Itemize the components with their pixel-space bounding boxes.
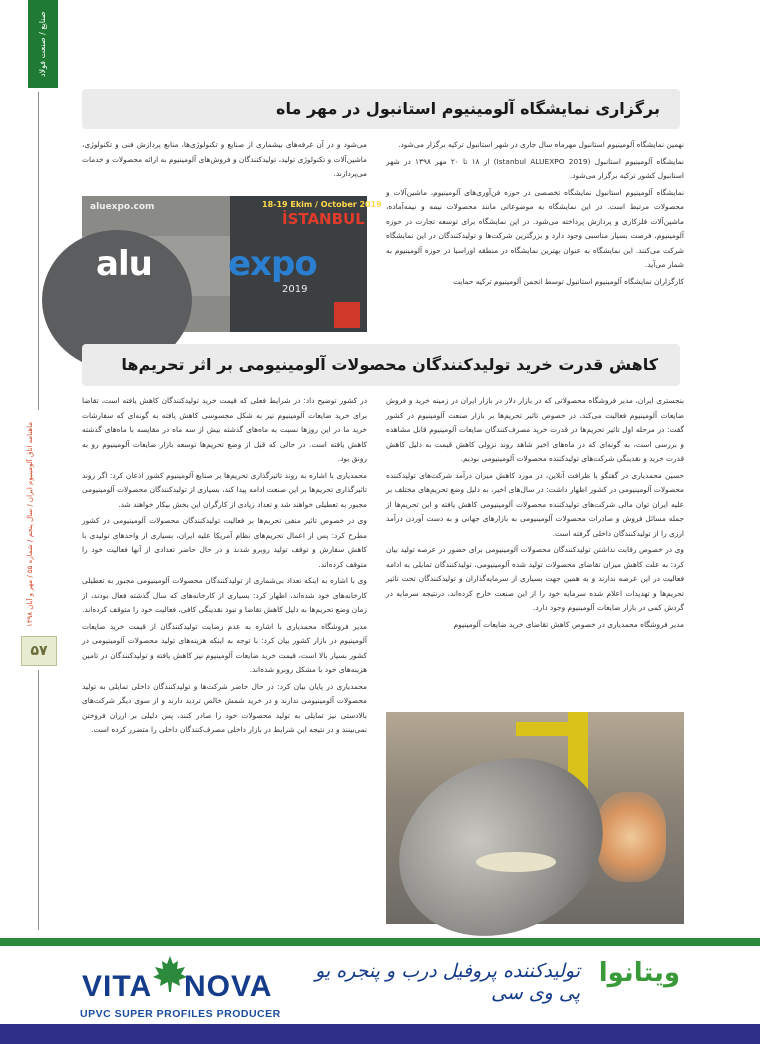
brand-name-fa: ویتانوا xyxy=(598,958,680,988)
article-2-headline xyxy=(82,344,680,386)
paragraph: محمدیاری با اشاره به روند تاثیرگذاری تحریم‌ها بر صنایع آلومینیوم کشور اذعان کرد: اگر روند تاثیرگذاری تحریم‌ها بر این صنعت ادامه پیدا کند، بسیاری از تولیدکنندگان محصولات آلومینیومی مجبور به تعطیلی خواهند شد و تعداد زیادی از کارگران این بخش بیکار خواهند شد. xyxy=(82,470,367,509)
article-1-column-right xyxy=(386,138,684,334)
paragraph: نمایشگاه آلومینیوم استانبول نمایشگاه تخصصی در حوزه فن‌آوری‌های آلومینیوم، ماشین‌آلات و محصولات مرتبط است. در این نمایشگاه به موضوعاتی مانند محصولات نیمه و نیمه‌آماده، ماشین‌آلات فلزکاری و پردازش پرداخته می‌شود. در این نمایشگاه برای توسعه تجارت در حوزه آلومینیوم، فرصت بسیار مناسبی وجود دارد و بزرگترین شرکت‌ها و تولیدکنندگان در این نمایشگاه شرکت می‌کنند. این نمایشگاه به عنوان بهترین نمایشگاه در منطقه اوراسیا در حوزه آلومینیوم به شمار می‌آید. xyxy=(386,187,684,269)
margin-rule-top xyxy=(38,92,39,410)
paragraph: حسین محمدیاری در گفتگو با ظرافت آنلاین، در مورد کاهش میزان درآمد شرکت‌های تولیدکننده محصولات آلومینیومی در کشور اظهار داشت: در سال‌های اخیر، به دلیل وضع تحریم‌های مختلف بر علیه ایران توان مالی شرکت‌های تولیدکننده محصولات آلومینیومی کاهش یافته و این تحریم‌ها از جمله مسائل فروش و صادرات محصولات آلومینیومی به بازارهای جهانی و به دست آوردن درآمد ارزی را از تولیدکنندگان داخلی گرفته است. xyxy=(386,470,684,538)
paragraph: وی در خصوص تاثیر منفی تحریم‌ها بر فعالیت تولیدکنندگان محصولات آلومینیومی در کشور مطرح کرد: پس از اعمال تحریم‌های نظام آمریکا علیه ایران، بسیاری از واحدهای تولیدی با کاهش سفارش و توقف تولید روبرو شدند و در حال حاضر تعدادی از آنها فعالیت خود را متوقف کرده‌اند. xyxy=(82,516,367,569)
issue-info-vertical: ماهنامه اتاق آلومینیوم ایران / سال پنجم / شماره ۵۵ / مهر و آبان ۱۳۹۸ xyxy=(26,422,34,628)
ad-url: aluexpo.com xyxy=(90,202,155,212)
aluexpo-logo-alu: alu xyxy=(96,244,152,284)
footer-blue-bar xyxy=(0,1024,760,1044)
paragraph: می‌شود و در آن غرفه‌های بیشماری از صنایع و تکنولوژی‌ها، منابع پردازش فنی و تکنولوژی، ماشین‌آلات و تکنولوژی تولید، تولیدکنندگان و فروش‌های آلومینیوم به ارائه محصولات و خدمات می‌پردازند. xyxy=(82,140,367,178)
aluexpo-advertisement xyxy=(82,196,382,332)
paragraph: وی در خصوص رقابت نداشتن تولیدکنندگان محصولات آلومینیومی برای حضور در عرصه تولید بیان کرد: به علت کاهش میزان تقاضای محصولات تولید شده آلومینیومی، تولیدکنندگان تمایلی به ادامه فعالیت در این عرصه ندارند و به همین جهت بسیاری از سرمایه‌گذاران و تولیدکنندگان تحت تاثیر تحریم‌ها و تهدیدات اعلام شده سرمایه خود را از این صنعت خارج کرده‌اند، درنتیجه سرمایه در گردش کمی در بازار ضایعات آلومینیوم وجود دارد. xyxy=(386,545,684,612)
paragraph: مدیر فروشگاه محمدیاری در خصوص کاهش تقاضای خرید ضایعات آلومینیوم xyxy=(453,619,684,629)
ad-dates: 18-19 Ekim / October 2019 xyxy=(262,200,382,209)
article-2-column-left xyxy=(82,394,367,926)
paragraph: محمدیاری در پایان بیان کرد: در حال حاضر شرکت‌ها و تولیدکنندگان داخلی تمایلی به تولید محصولات آلومینیومی ندارند و در خرید شمش خالص تردید دارند و از سوی دیگر شرکت‌های بالادستی نیز تمایلی به تولید محصولات خود را صادر کنند، پس دلیلی بر ارزان فروختن نمی‌بینند و در نتیجه این شرایط در بازار داخلی مصرف‌کنندگان داخلی را متضرر کرده است. xyxy=(82,681,367,734)
ladle-graphic xyxy=(370,726,632,969)
article-1-title: برگزاری نمایشگاه آلومینیوم استانبول در مهر ماه xyxy=(276,99,660,118)
page-number: ۵۷ xyxy=(21,636,57,666)
paragraph: وی با اشاره به اینکه تعداد بی‌شماری از تولیدکنندگان محصولات آلومینیومی مجبور به تعطیلی کارخانه‌های خود شده‌اند، اظهار کرد: بسیاری از کارخانه‌های که سال گذشته فعال بودند، از زمان وضع تحریم‌ها به دلیل کاهش تقاضا و نبود نقدینگی کافی، فعالیت خود را متوقف کرده‌اند. xyxy=(81,576,367,614)
paragraph: نهمین نمایشگاه آلومینیوم استانبول مهرماه سال جاری در شهر استانبول ترکیه برگزار می‌شود. xyxy=(398,140,684,149)
brand-name-vita: VITA xyxy=(82,970,153,1003)
section-tab xyxy=(28,0,58,88)
ad-year: 2019 xyxy=(282,284,308,295)
organizer-logo-icon xyxy=(334,302,360,328)
article-2-title: کاهش قدرت خرید تولیدکنندگان محصولات آلومینیومی بر اثر تحریم‌ها xyxy=(121,355,658,374)
section-tab-label: صنایع / صنعت فولاد xyxy=(38,11,47,77)
brand-name-nova: NOVA xyxy=(184,970,273,1003)
ad-city: İSTANBUL xyxy=(282,210,365,228)
paragraph: در کشور توضیح داد: در شرایط فعلی که قیمت خرید تولیدکنندگان کاهش یافته است، تقاضا برای خرید ضایعات آلومینیوم نیز به شکل محسوسی کاهش یافته به گونه‌ای که سفارشات خرید ما در این روزها نسبت به ماه‌های گذشته بیش از سه ماه در مقایسه با ماه‌های گذشته کاهش یافته است. در حالی که قبل از وضع تحریم‌ها توسعه بازار ضایعات آلومینیوم رو به رونق بود. xyxy=(82,396,367,463)
aluexpo-logo-expo: expo xyxy=(228,244,317,284)
margin-rule-bottom xyxy=(38,670,39,930)
article-1-column-left xyxy=(82,138,367,190)
article-1-headline xyxy=(82,89,680,129)
paragraph: بنجستری ایران، مدیر فروشگاه محصولاتی که در بازار دلار در بازار ایران در زمینه خرید و فروش ضایعات آلومینیوم فعالیت می‌کند، در خصوص تاثیر تحریم‌ها بر بازار صنعت آلومینیوم در کشور گفت: در مرحله اول تاثیر تحریم‌ها در قدرت خرید مصرف‌کنندگان ضایعات آلومینیوم قابل مشاهده و بررسی است، به گونه‌ای که در ماه‌های اخیر شاهد روند نزولی کاهش قیمت به دلیل کاهش قدرت خرید و نقدینگی شرکت‌های تولیدکننده محصولات آلومینیومی بودیم. xyxy=(386,396,684,463)
paragraph: نمایشگاه آلومینیوم استانبول (Istanbul ALUEXPO 2019) از ۱۸ تا ۲۰ مهر ۱۳۹۸ در شهر استانبول کشور ترکیه برگزار می‌شود. xyxy=(386,156,684,180)
brand-tagline-fa: تولیدکننده پروفیل درب و پنجره یو پی وی سی xyxy=(315,960,580,1004)
article-2-column-right xyxy=(386,394,684,706)
brand-subtitle: UPVC SUPER PROFILES PRODUCER xyxy=(80,1008,281,1020)
paragraph: مدیر فروشگاه محمدیاری با اشاره به عدم رضایت تولیدکنندگان از قیمت خرید ضایعات آلومینیوم در بازار کشور بیان کرد: با توجه به اینکه هزینه‌های تولید محصولات آلومینیومی در کشور بسیار بالا است، قیمت خرید ضایعات آلومینیوم نیز کاهش یافته و تولیدکنندگان در تامین هزینه‌های خود با مشکل روبرو شده‌اند. xyxy=(82,621,367,674)
footer-green-bar xyxy=(0,938,760,946)
foundry-photo xyxy=(386,712,684,924)
paragraph: کارگزاران نمایشگاه آلومینیوم استانبول توسط انجمن آلومینیوم ترکیه حمایت xyxy=(453,276,684,286)
